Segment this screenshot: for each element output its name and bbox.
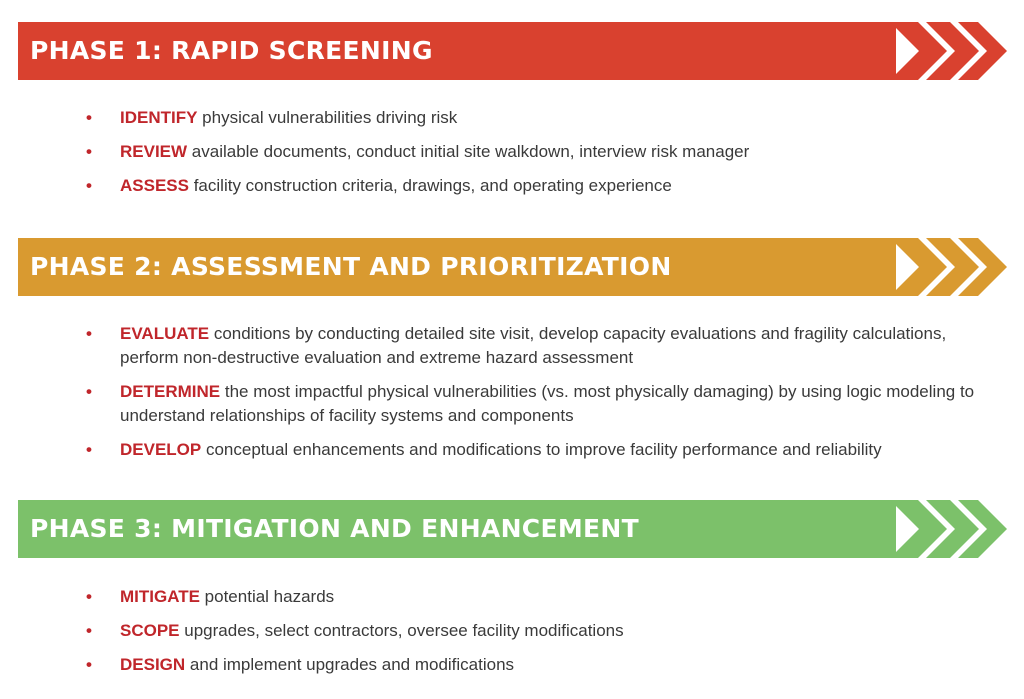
list-item <box>86 322 986 370</box>
bullet-text: conditions by conducting detailed site visit, develop capacity evaluations and fragility calculations, perform non-destructive evaluation and extreme hazard assessment <box>120 324 947 367</box>
bullet-keyword: IDENTIFY <box>120 108 198 127</box>
bullet-icon: • <box>86 382 92 401</box>
bullet-text: potential hazards <box>199 587 335 606</box>
bullet-keyword: MITIGATE <box>120 587 200 606</box>
list-item <box>86 174 986 198</box>
phase-2-title: PHASE 2: ASSESSMENT AND PRIORITIZATION <box>30 252 672 281</box>
bullet-keyword: SCOPE <box>120 621 180 640</box>
bullet-icon: • <box>86 142 92 161</box>
bullet-keyword: ASSESS <box>120 176 189 195</box>
bullet-icon: • <box>86 621 92 640</box>
bullet-icon: • <box>86 440 92 459</box>
bullet-icon: • <box>86 108 92 127</box>
phase-3-title: PHASE 3: MITIGATION AND ENHANCEMENT <box>30 514 639 543</box>
list-item <box>86 106 986 130</box>
bullet-icon: • <box>86 655 92 674</box>
list-item <box>86 653 986 677</box>
bullet-text: available documents, conduct initial site walkdown, interview risk manager <box>187 142 750 161</box>
phase-3-banner <box>18 500 1007 558</box>
phase-2-banner <box>18 238 1007 296</box>
bullet-text: upgrades, select contractors, oversee facility modifications <box>179 621 624 640</box>
bullet-keyword: DETERMINE <box>120 382 221 401</box>
phase-1-banner <box>18 22 1007 80</box>
bullet-text: and implement upgrades and modifications <box>185 655 515 674</box>
phase-3-list <box>86 585 986 687</box>
list-item <box>86 380 986 428</box>
bullet-icon: • <box>86 324 92 343</box>
bullet-keyword: REVIEW <box>120 142 188 161</box>
phase-2-list <box>86 322 986 472</box>
bullet-keyword: DESIGN <box>120 655 186 674</box>
bullet-text: physical vulnerabilities driving risk <box>197 108 458 127</box>
bullet-text: conceptual enhancements and modifications to improve facility performance and reliability <box>201 440 882 459</box>
bullet-text: the most impactful physical vulnerabilities (vs. most physically damaging) by using logic modeling to understand relationships of facility systems and components <box>120 382 975 425</box>
list-item <box>86 585 986 609</box>
bullet-keyword: DEVELOP <box>120 440 202 459</box>
phase-1-list <box>86 106 986 208</box>
bullet-icon: • <box>86 587 92 606</box>
list-item <box>86 619 986 643</box>
bullet-icon: • <box>86 176 92 195</box>
list-item <box>86 140 986 164</box>
bullet-keyword: EVALUATE <box>120 324 210 343</box>
bullet-text: facility construction criteria, drawings, and operating experience <box>188 176 672 195</box>
phase-1-title: PHASE 1: RAPID SCREENING <box>30 36 433 65</box>
list-item <box>86 438 986 462</box>
